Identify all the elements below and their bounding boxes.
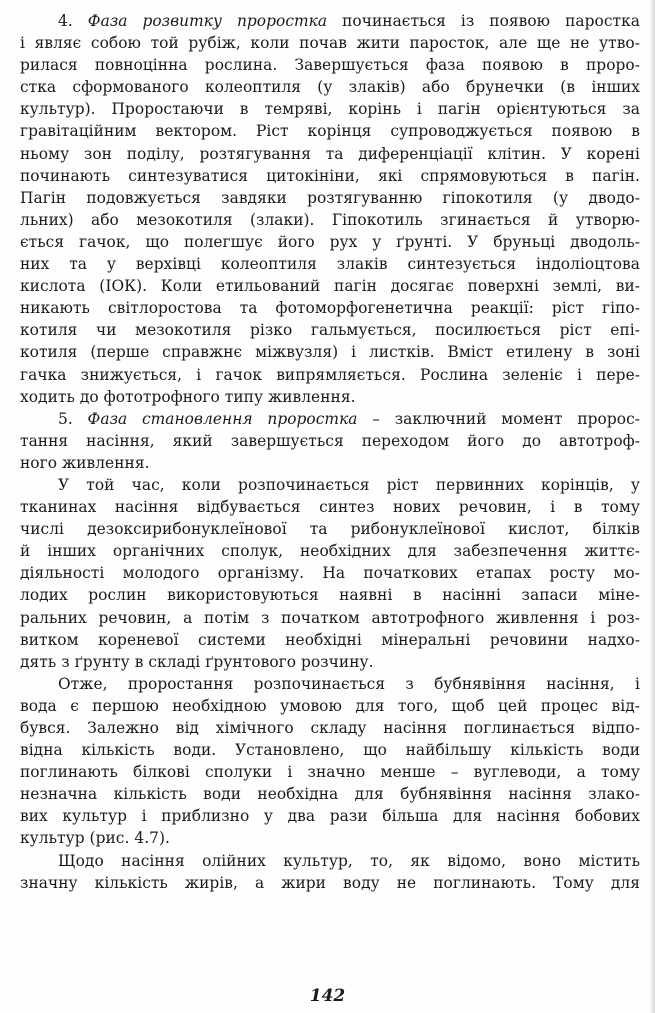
text-line: них та у верхівці колеоптиля злаків синтезується індоліоцтова [20, 255, 640, 274]
text-line: ньому зон поділу, розтягування та диференціації клітин. У корені [20, 144, 640, 163]
text-line: рилася повноцінна рослина. Завершується фаза появою в проро- [20, 56, 640, 75]
text-line: гравітаційним вектором. Ріст корінця супроводжується появою в [20, 122, 640, 141]
text-line: У той час, коли розпочинається ріст первинних корінців, у [58, 475, 640, 494]
text-line: ральних речовин, а потім з початком автотрофного живлення і роз- [20, 608, 640, 627]
text-line: культур (рис. 4.7). [20, 829, 170, 848]
text-line: відна кількість води. Установлено, що найбільшу кількість води [20, 741, 640, 760]
text-line: починають синтезуватися цитокініни, які спрямовуються в пагін. [20, 166, 640, 185]
text-line: вода є першою необхідною умовою для того, щоб цей процес від- [20, 696, 640, 715]
text-line: никають світлоростова та фотоморфогенетична реакції: ріст гіпо- [20, 299, 640, 318]
text-line: ного живлення. [20, 453, 150, 472]
text-line: дять з ґрунту в складі ґрунтового розчину. [20, 652, 374, 671]
page-edge-shadow [649, 0, 655, 1013]
italic-term: Фаза розвитку проростка [87, 12, 328, 30]
text-line: кислота (ІОК). Коли етильований пагін досягає поверхні землі, ви- [20, 277, 640, 296]
text-line [20, 408, 640, 430]
text-line: Пагін подовжується завдяки розтягуванню гіпокотиля (у дводо- [20, 188, 640, 207]
text-line: Отже, проростання розпочинається з бубнявіння насіння, і [58, 674, 640, 693]
body-text [20, 10, 640, 894]
text-fragment: починається із появою паростка [327, 12, 640, 30]
text-line: числі дезоксирибонуклеїнової та рибонуклеїнової кислот, білків [20, 520, 640, 539]
text-fragment: – заключний момент пророс- [357, 409, 640, 428]
text-line: стка сформованого колеоптиля (у злаків) або брунечки (в інших [20, 78, 640, 97]
text-line: витком кореневої системи необхідні мінеральні речовини надхо- [20, 630, 640, 649]
italic-term: Фаза становлення проростка [87, 409, 358, 428]
page-number: 142 [309, 986, 346, 1006]
paragraph-number: 4. [58, 12, 88, 30]
text-line: культур). Проростаючи в темряві, корінь і пагін орієнтуються за [20, 100, 640, 119]
text-line: котиля (перше справжнє міжвузля) і листків. Вміст етилену в зоні [20, 343, 640, 362]
text-line: діяльності молодого організму. На початкових етапах росту мо- [20, 564, 640, 583]
text-line: котиля чи мезокотиля різко гальмується, посилюється ріст епі- [20, 321, 640, 340]
text-line: поглинають білкові сполуки і значно менше – вуглеводи, а тому [20, 763, 640, 782]
text-line: Щодо насіння олійних культур, то, як відомо, воно містить [58, 851, 640, 870]
paragraph-number: 5. [58, 409, 88, 428]
text-line: вих культур і приблизно у два рази більша для насіння бобових [20, 807, 640, 826]
text-line: бувся. Залежно від хімічного складу насіння поглинається відпо- [20, 719, 640, 737]
text-line: незначна кількість води необхідна для бубнявіння насіння злако- [20, 785, 640, 804]
text-line: гачка знижується, і гачок випрямляється. Рослина зеленіє і пере- [20, 365, 640, 384]
text-line: ється гачок, що полегшує його рух у ґрунті. У бруньці дводоль- [20, 232, 640, 251]
text-line: тання насіння, який завершується переходом його до автотроф- [20, 431, 640, 450]
text-line: й інших органічних сполук, необхідних для забезпечення життє- [20, 542, 640, 561]
text-line: ходить до фототрофного типу живлення. [20, 387, 356, 406]
text-line: значну кількість жирів, а жири воду не поглинають. Тому для [20, 873, 640, 892]
text-line: і являє собою той рубіж, коли почав жити паросток, але ще не утво- [20, 34, 640, 53]
text-line: льних) або мезокотиля (злаки). Гіпокотиль згинається й утворю- [20, 210, 640, 229]
text-line: лодих рослин використовуються наявні в насінні запаси міне- [20, 586, 640, 605]
text-line: тканинах насіння відбувається синтез нових речовин, і в тому [20, 498, 640, 517]
text-line [20, 10, 640, 32]
